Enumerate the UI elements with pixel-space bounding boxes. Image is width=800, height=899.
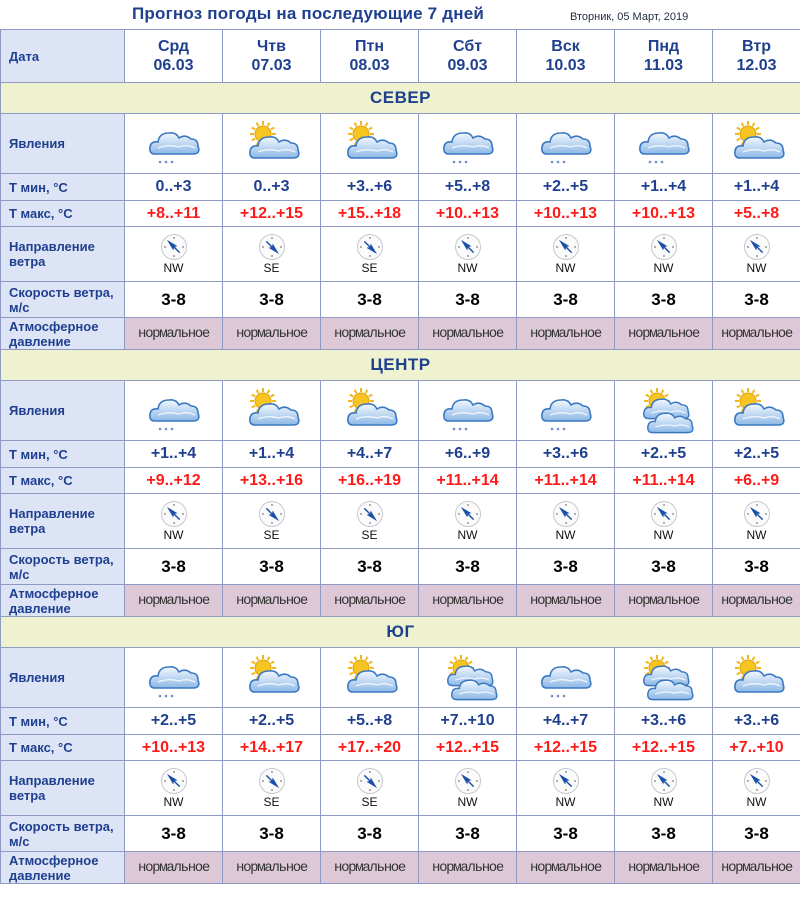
wind-cell: [321, 494, 419, 549]
day-date: 07.03: [251, 57, 292, 74]
wind-direction-text: NW: [163, 260, 184, 275]
day-header: [125, 30, 223, 83]
wind-cell: [615, 494, 713, 549]
wdir-label: Направление ветра: [1, 227, 125, 282]
phen-row: [1, 648, 800, 708]
wind-direction-icon: [357, 768, 383, 794]
wind-direction-icon: [553, 501, 579, 527]
weather-cell: [223, 648, 321, 708]
tmax-value: +9..+12: [125, 468, 223, 494]
wind-direction-text: NW: [653, 260, 674, 275]
weather-cell: [713, 648, 800, 708]
tmin-value: +3..+6: [321, 174, 419, 201]
pres-value: нормальное: [419, 585, 517, 617]
tmax-label: Т макс, °С: [1, 735, 125, 761]
day-name: Птн: [355, 38, 384, 55]
wind-direction-icon: [651, 234, 677, 260]
current-date: Вторник, 05 Март, 2019: [570, 11, 689, 23]
weather-cell: [713, 381, 800, 441]
pres-value: нормальное: [321, 585, 419, 617]
phen-row: [1, 114, 800, 174]
wind-cell: [713, 494, 800, 549]
wspd-label: Скорость ветра, м/с: [1, 549, 125, 585]
cloud-snow-icon: [437, 120, 499, 168]
tmin-value: 0..+3: [125, 174, 223, 201]
day-header: [223, 30, 321, 83]
wind-direction-text: NW: [457, 260, 478, 275]
wspd-row: [1, 816, 800, 852]
day-name: Сбт: [452, 38, 483, 55]
sun-cloud-icon: [241, 654, 303, 702]
weather-cell: [615, 114, 713, 174]
wind-direction-text: SE: [361, 260, 378, 275]
pres-value: нормальное: [713, 585, 800, 617]
page-title: Прогноз погоды на последующие 7 дней: [132, 4, 485, 23]
wind-direction-icon: [357, 234, 383, 260]
day-name: Вск: [551, 38, 580, 55]
wspd-value: 3-8: [419, 282, 517, 318]
pres-value: нормальное: [713, 852, 800, 884]
weather-cell: [125, 648, 223, 708]
pres-label: Атмосферное давление: [1, 585, 125, 617]
weather-cell: [615, 381, 713, 441]
wspd-value: 3-8: [125, 816, 223, 852]
wind-direction-icon: [455, 501, 481, 527]
tmin-value: +6..+9: [419, 441, 517, 468]
tmax-value: +10..+13: [517, 201, 615, 227]
wind-direction-text: NW: [555, 527, 576, 542]
wind-direction-icon: [744, 234, 770, 260]
wind-direction-text: NW: [653, 527, 674, 542]
wspd-value: 3-8: [321, 282, 419, 318]
pres-value: нормальное: [125, 585, 223, 617]
pres-row: [1, 852, 800, 884]
wspd-value: 3-8: [223, 816, 321, 852]
wind-cell: [125, 494, 223, 549]
tmin-value: 0..+3: [223, 174, 321, 201]
wspd-row: [1, 549, 800, 585]
tmax-value: +12..+15: [223, 201, 321, 227]
weather-cell: [713, 114, 800, 174]
tmax-row: [1, 468, 800, 494]
tmax-value: +8..+11: [125, 201, 223, 227]
cloud-snow-icon: [535, 654, 597, 702]
cloud-snow-icon: [633, 120, 695, 168]
weather-cell: [419, 648, 517, 708]
wdir-label: Направление ветра: [1, 494, 125, 549]
wind-direction-icon: [553, 234, 579, 260]
wind-direction-text: NW: [653, 794, 674, 809]
sun-cloud-icon: [339, 387, 401, 435]
region-row: [1, 83, 800, 114]
region-name: СЕВЕР: [1, 83, 800, 114]
day-name: Срд: [157, 38, 190, 55]
tmax-value: +5..+8: [713, 201, 800, 227]
wdir-row: [1, 227, 800, 282]
tmin-row: [1, 708, 800, 735]
tmax-value: +10..+13: [125, 735, 223, 761]
region-name: ЦЕНТР: [1, 350, 800, 381]
wspd-value: 3-8: [125, 282, 223, 318]
tmax-value: +11..+14: [615, 468, 713, 494]
wind-direction-text: SE: [361, 794, 378, 809]
wind-cell: [419, 494, 517, 549]
wind-cell: [321, 227, 419, 282]
tmin-value: +3..+6: [615, 708, 713, 735]
date-header-row: [1, 30, 800, 83]
sun-cloud-icon: [241, 120, 303, 168]
tmin-label: Т мин, °С: [1, 708, 125, 735]
wind-direction-icon: [455, 234, 481, 260]
pres-value: нормальное: [223, 852, 321, 884]
wspd-row: [1, 282, 800, 318]
pres-value: нормальное: [223, 585, 321, 617]
tmax-value: +6..+9: [713, 468, 800, 494]
pres-label: Атмосферное давление: [1, 318, 125, 350]
sun-clouds-icon: [633, 387, 695, 435]
pres-value: нормальное: [517, 852, 615, 884]
wind-cell: [713, 761, 800, 816]
tmax-value: +12..+15: [419, 735, 517, 761]
tmax-label: Т макс, °С: [1, 201, 125, 227]
region-row: [1, 350, 800, 381]
tmax-value: +14..+17: [223, 735, 321, 761]
tmax-value: +10..+13: [615, 201, 713, 227]
wind-direction-icon: [553, 768, 579, 794]
tmin-value: +2..+5: [517, 174, 615, 201]
wind-direction-text: SE: [361, 527, 378, 542]
tmin-value: +3..+6: [517, 441, 615, 468]
tmin-value: +7..+10: [419, 708, 517, 735]
wind-cell: [419, 227, 517, 282]
pres-value: нормальное: [713, 318, 800, 350]
wind-cell: [223, 494, 321, 549]
wspd-value: 3-8: [713, 282, 800, 318]
tmin-value: +2..+5: [223, 708, 321, 735]
phen-label: Явления: [1, 648, 125, 708]
tmin-value: +1..+4: [223, 441, 321, 468]
wind-direction-text: NW: [457, 527, 478, 542]
weather-cell: [517, 648, 615, 708]
tmax-row: [1, 201, 800, 227]
wspd-value: 3-8: [125, 549, 223, 585]
tmin-value: +4..+7: [321, 441, 419, 468]
weather-cell: [615, 648, 713, 708]
wind-cell: [713, 227, 800, 282]
tmin-value: +1..+4: [713, 174, 800, 201]
tmax-value: +10..+13: [419, 201, 517, 227]
wind-cell: [517, 494, 615, 549]
wind-cell: [223, 761, 321, 816]
wspd-value: 3-8: [615, 282, 713, 318]
forecast-table: [0, 29, 800, 884]
pres-value: нормальное: [517, 585, 615, 617]
pres-row: [1, 585, 800, 617]
pres-value: нормальное: [125, 318, 223, 350]
day-header: [615, 30, 713, 83]
wind-direction-text: SE: [263, 260, 280, 275]
wind-direction-icon: [744, 501, 770, 527]
tmin-value: +1..+4: [615, 174, 713, 201]
tmin-value: +2..+5: [615, 441, 713, 468]
tmin-value: +2..+5: [125, 708, 223, 735]
wind-direction-text: NW: [457, 794, 478, 809]
wind-cell: [223, 227, 321, 282]
wind-direction-text: NW: [555, 794, 576, 809]
weather-cell: [517, 114, 615, 174]
pres-row: [1, 318, 800, 350]
sun-clouds-icon: [437, 654, 499, 702]
wspd-value: 3-8: [713, 816, 800, 852]
wind-direction-text: NW: [746, 527, 767, 542]
pres-value: нормальное: [615, 318, 713, 350]
tmax-value: +12..+15: [517, 735, 615, 761]
wind-direction-icon: [161, 234, 187, 260]
tmin-value: +3..+6: [713, 708, 800, 735]
wspd-value: 3-8: [419, 816, 517, 852]
pres-value: нормальное: [419, 852, 517, 884]
phen-label: Явления: [1, 114, 125, 174]
day-name: Втр: [742, 38, 771, 55]
tmax-value: +11..+14: [517, 468, 615, 494]
wind-direction-icon: [455, 768, 481, 794]
sun-clouds-icon: [633, 654, 695, 702]
weather-cell: [321, 381, 419, 441]
wspd-value: 3-8: [517, 816, 615, 852]
tmax-row: [1, 735, 800, 761]
sun-cloud-icon: [339, 654, 401, 702]
wspd-value: 3-8: [713, 549, 800, 585]
wind-direction-text: SE: [263, 527, 280, 542]
weather-cell: [419, 381, 517, 441]
tmin-value: +1..+4: [125, 441, 223, 468]
phen-row: [1, 381, 800, 441]
cloud-snow-icon: [143, 120, 205, 168]
wspd-value: 3-8: [321, 816, 419, 852]
day-header: [517, 30, 615, 83]
wspd-value: 3-8: [419, 549, 517, 585]
day-date: 12.03: [736, 57, 777, 74]
pres-value: нормальное: [517, 318, 615, 350]
sun-cloud-icon: [339, 120, 401, 168]
wdir-label: Направление ветра: [1, 761, 125, 816]
pres-value: нормальное: [321, 318, 419, 350]
tmin-value: +5..+8: [321, 708, 419, 735]
wspd-label: Скорость ветра, м/с: [1, 282, 125, 318]
wspd-value: 3-8: [615, 816, 713, 852]
tmin-row: [1, 441, 800, 468]
wind-cell: [321, 761, 419, 816]
tmin-label: Т мин, °С: [1, 174, 125, 201]
day-date: 09.03: [447, 57, 488, 74]
wind-direction-text: NW: [163, 794, 184, 809]
weather-cell: [321, 648, 419, 708]
wind-cell: [419, 761, 517, 816]
wspd-value: 3-8: [223, 549, 321, 585]
wspd-label: Скорость ветра, м/с: [1, 816, 125, 852]
cloud-snow-icon: [143, 654, 205, 702]
region-row: [1, 617, 800, 648]
wspd-value: 3-8: [517, 282, 615, 318]
tmax-value: +17..+20: [321, 735, 419, 761]
day-header: [713, 30, 800, 83]
wind-direction-icon: [161, 768, 187, 794]
weather-cell: [125, 381, 223, 441]
wind-direction-icon: [651, 501, 677, 527]
cloud-snow-icon: [437, 387, 499, 435]
wspd-value: 3-8: [615, 549, 713, 585]
tmax-value: +12..+15: [615, 735, 713, 761]
tmin-value: +5..+8: [419, 174, 517, 201]
wind-direction-icon: [259, 234, 285, 260]
tmax-value: +13..+16: [223, 468, 321, 494]
sun-cloud-icon: [241, 387, 303, 435]
pres-value: нормальное: [615, 585, 713, 617]
wind-cell: [517, 761, 615, 816]
cloud-snow-icon: [535, 120, 597, 168]
tmin-label: Т мин, °С: [1, 441, 125, 468]
wind-direction-text: NW: [746, 260, 767, 275]
wspd-value: 3-8: [517, 549, 615, 585]
wind-direction-text: NW: [163, 527, 184, 542]
pres-value: нормальное: [223, 318, 321, 350]
wind-direction-icon: [357, 501, 383, 527]
wind-direction-text: SE: [263, 794, 280, 809]
wind-direction-icon: [259, 768, 285, 794]
day-date: 10.03: [545, 57, 586, 74]
weather-cell: [223, 381, 321, 441]
wind-direction-text: NW: [555, 260, 576, 275]
wind-direction-icon: [651, 768, 677, 794]
wspd-value: 3-8: [321, 549, 419, 585]
wind-cell: [125, 227, 223, 282]
day-header: [419, 30, 517, 83]
region-name: ЮГ: [1, 617, 800, 648]
sun-cloud-icon: [726, 387, 788, 435]
pres-value: нормальное: [321, 852, 419, 884]
day-date: 08.03: [349, 57, 390, 74]
day-date: 06.03: [153, 57, 194, 74]
pres-value: нормальное: [615, 852, 713, 884]
weather-cell: [517, 381, 615, 441]
wind-direction-icon: [744, 768, 770, 794]
day-date: 11.03: [643, 57, 684, 74]
tmin-value: +2..+5: [713, 441, 800, 468]
weather-cell: [125, 114, 223, 174]
tmax-value: +7..+10: [713, 735, 800, 761]
wind-direction-icon: [161, 501, 187, 527]
day-name: Чтв: [257, 38, 286, 55]
wspd-value: 3-8: [223, 282, 321, 318]
pres-value: нормальное: [125, 852, 223, 884]
date-label: Дата: [1, 30, 125, 83]
cloud-snow-icon: [143, 387, 205, 435]
wind-direction-icon: [259, 501, 285, 527]
sun-cloud-icon: [726, 120, 788, 168]
wind-cell: [517, 227, 615, 282]
wdir-row: [1, 494, 800, 549]
tmax-value: +15..+18: [321, 201, 419, 227]
wind-cell: [615, 761, 713, 816]
sun-cloud-icon: [726, 654, 788, 702]
weather-cell: [321, 114, 419, 174]
page-header: [0, 0, 800, 30]
cloud-snow-icon: [535, 387, 597, 435]
phen-label: Явления: [1, 381, 125, 441]
wind-cell: [125, 761, 223, 816]
wind-direction-text: NW: [746, 794, 767, 809]
tmin-value: +4..+7: [517, 708, 615, 735]
day-header: [321, 30, 419, 83]
tmax-value: +16..+19: [321, 468, 419, 494]
tmax-label: Т макс, °С: [1, 468, 125, 494]
pres-label: Атмосферное давление: [1, 852, 125, 884]
tmax-value: +11..+14: [419, 468, 517, 494]
wdir-row: [1, 761, 800, 816]
tmin-row: [1, 174, 800, 201]
weather-cell: [419, 114, 517, 174]
pres-value: нормальное: [419, 318, 517, 350]
weather-cell: [223, 114, 321, 174]
day-name: Пнд: [647, 38, 680, 55]
wind-cell: [615, 227, 713, 282]
